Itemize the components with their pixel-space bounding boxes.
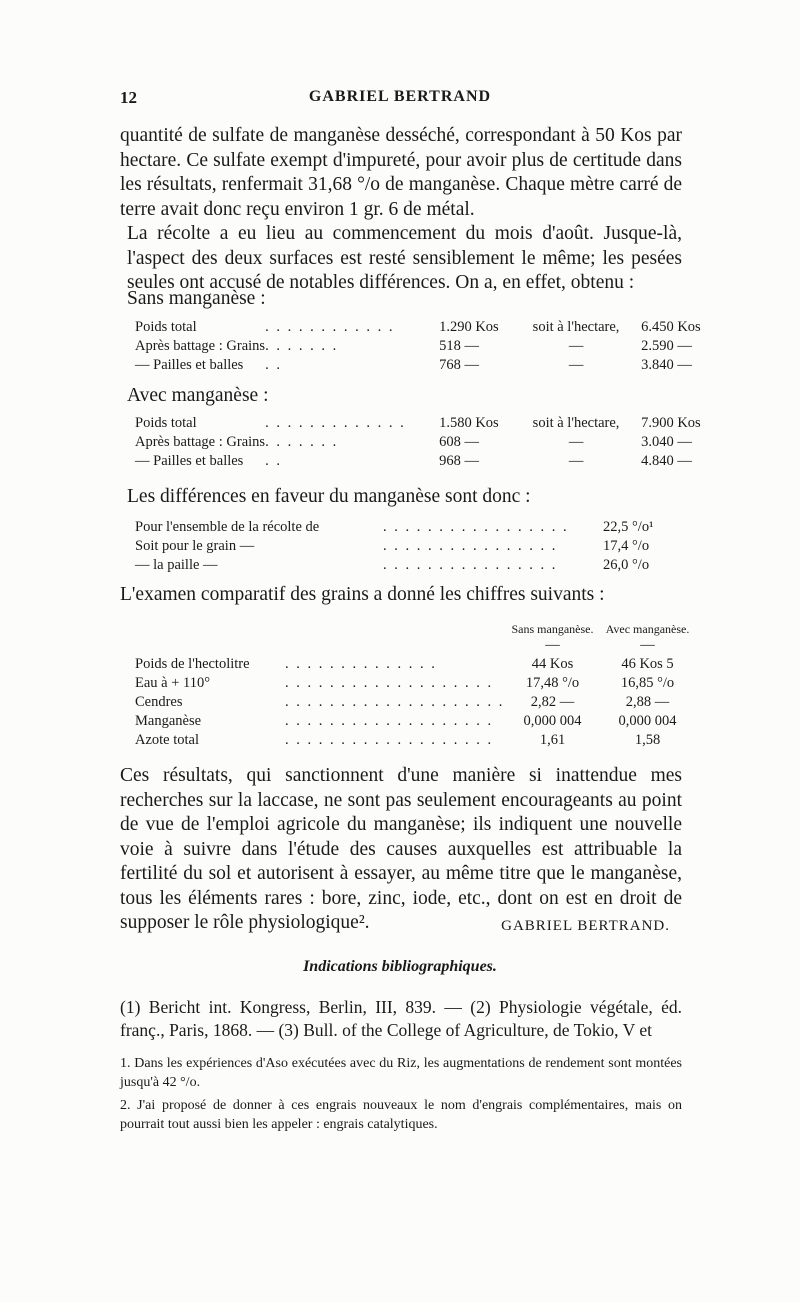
sans-heading: Sans manganèse : bbox=[127, 288, 266, 309]
row-middle: soit à l'hectare, bbox=[532, 415, 620, 431]
table-row bbox=[135, 655, 695, 674]
row-value: 768 — bbox=[439, 357, 479, 373]
page-header bbox=[120, 88, 680, 114]
row-dots: . . bbox=[265, 357, 282, 373]
row-dots: . . . . . . . . . . . . . . . . bbox=[383, 557, 558, 573]
row-value: 968 — bbox=[439, 453, 479, 469]
table-row bbox=[135, 556, 673, 575]
row-label: — Pailles et balles bbox=[135, 453, 244, 469]
row-dots: . . . . . . . . . . . . . bbox=[265, 415, 406, 431]
row-label: Azote total bbox=[135, 732, 200, 748]
row-middle: — bbox=[568, 357, 584, 373]
row-middle: soit à l'hectare, bbox=[532, 319, 620, 335]
page-number: 12 bbox=[120, 88, 137, 107]
row-dots: . . . . . . . . . . . . . . . . . . . bbox=[285, 675, 494, 691]
grains-table: Sans manganèse. Avec manganèse. — — Poids de l'hectolitre . . . . . . . . . . . . . . 44 Kos 46 Kos 5 Eau à + 110° . . . . . . . . . . . . . . . . . . . 17,48 °/o 16,85 °/o Cendres . . . . . . . . . . . . . . . . . . . . 2,82 — 2,88 — Manganèse . . . . . . . . . . . . . . . . . . . 0,000 004 0,000 004 Azote total . . . . . . . . . . . . . . . . . . . 1,61 1,58 bbox=[135, 622, 695, 750]
table-row bbox=[135, 356, 711, 375]
table-row bbox=[135, 452, 711, 471]
row-sans-value: 0,000 004 bbox=[523, 713, 582, 729]
table-row bbox=[135, 537, 673, 556]
column-header-sans: Sans manganèse. bbox=[511, 622, 594, 636]
footnotes bbox=[120, 1054, 682, 1134]
row-per-hectare: 4.840 — bbox=[641, 453, 692, 469]
row-middle: — bbox=[568, 453, 584, 469]
row-dots: . . . . . . . . . . . . . . . . . bbox=[383, 519, 569, 535]
table-header-row bbox=[135, 622, 695, 636]
table-row bbox=[135, 318, 711, 337]
table-row bbox=[135, 693, 695, 712]
row-value: 1.580 Kos bbox=[439, 415, 499, 431]
row-dots: . . . . . . . bbox=[265, 434, 339, 450]
row-label: Eau à + 110° bbox=[135, 675, 211, 691]
row-dots: . . . . . . . bbox=[265, 338, 339, 354]
row-label: Cendres bbox=[135, 694, 183, 710]
row-value: 17,4 °/o bbox=[603, 538, 650, 554]
table-row bbox=[135, 712, 695, 731]
row-sans-value: 2,82 — bbox=[530, 694, 575, 710]
row-label: Après battage : Grains bbox=[135, 338, 266, 354]
intro-paragraph-2: La récolte a eu lieu au commencement du mois d'août. Jusque-là, l'aspect des deux surfaces est resté sensiblement le même; les pesées seules ont accusé de notables différences. On a, en effet, obtenu : bbox=[127, 223, 682, 293]
row-dots: . . . . . . . . . . . . . . . . bbox=[383, 538, 558, 554]
avec-heading: Avec manganèse : bbox=[127, 385, 269, 406]
bibliography-entries: (1) Bericht int. Kongress, Berlin, III, 839. — (2) Physiologie végétale, éd. franç., Paris, 1868. — (3) Bull. of the College of Agriculture, de Tokio, V et bbox=[120, 997, 682, 1040]
footnote-1: 1. Dans les expériences d'Aso exécutées avec du Riz, les augmentations de rendement sont montées jusqu'à 42 °/o. bbox=[120, 1056, 682, 1090]
row-dots: . . bbox=[265, 453, 282, 469]
row-middle: — bbox=[568, 338, 584, 354]
row-label: — Pailles et balles bbox=[135, 357, 244, 373]
differences-table bbox=[135, 518, 673, 575]
table-row bbox=[135, 433, 711, 452]
row-label: Pour l'ensemble de la récolte de bbox=[135, 519, 320, 535]
row-label: Manganèse bbox=[135, 713, 202, 729]
column-header-avec: Avec manganèse. bbox=[605, 622, 690, 636]
row-avec-value: 46 Kos 5 bbox=[621, 656, 674, 672]
row-sans-value: 17,48 °/o bbox=[525, 675, 580, 691]
row-label: Poids total bbox=[135, 319, 197, 335]
row-sans-value: 44 Kos bbox=[531, 656, 574, 672]
conclusion-text bbox=[120, 764, 682, 936]
row-label: Poids total bbox=[135, 415, 197, 431]
row-avec-value: 0,000 004 bbox=[618, 713, 677, 729]
table-row bbox=[135, 731, 695, 750]
row-dots: . . . . . . . . . . . . . . . . . . . . bbox=[285, 694, 505, 710]
row-value: 26,0 °/o bbox=[603, 557, 650, 573]
footnote-2: 2. J'ai proposé de donner à ces engrais nouveaux le nom d'engrais complémentaires, mais on pourrait tout aussi bien les appeler : engrais catalytiques. bbox=[120, 1098, 682, 1132]
row-dots: . . . . . . . . . . . . . . bbox=[285, 656, 437, 672]
row-label: Soit pour le grain — bbox=[135, 538, 255, 554]
row-label: Après battage : Grains bbox=[135, 434, 266, 450]
row-avec-value: 2,88 — bbox=[625, 694, 670, 710]
conclusion-paragraph: Ces résultats, qui sanctionnent d'une manière si inattendue mes recherches sur la laccase, ne sont pas seulement encourageants au point de vue de l'emploi agricole du manganèse; ils indiquent une nouvelle voie à suivre dans l'étude des causes auxquelles est attribuable la fertilité du sol et autorisent à essayer, au même titre que le manganèse, tous les éléments rares : bore, zinc, iode, etc., dont on est en droit de supposer le rôle physiologique². bbox=[120, 765, 682, 933]
row-value: 518 — bbox=[439, 338, 479, 354]
table-row bbox=[135, 518, 673, 537]
row-per-hectare: 6.450 Kos bbox=[641, 319, 701, 335]
bibliography-text bbox=[120, 996, 682, 1042]
row-dots: . . . . . . . . . . . . bbox=[265, 319, 395, 335]
intro-paragraph-1: quantité de sulfate de manganèse desséché, correspondant à 50 Kos par hectare. Ce sulfate exempt d'impureté, pour avoir plus de certitude dans les résultats, renfermait 31,68 °/o de manganèse. Chaque mètre carré de terre avait donc reçu environ 1 gr. 6 de métal. bbox=[120, 125, 682, 220]
row-per-hectare: 3.840 — bbox=[641, 357, 692, 373]
row-avec-value: 1,58 bbox=[634, 732, 661, 748]
row-per-hectare: 7.900 Kos bbox=[641, 415, 701, 431]
table-row bbox=[135, 337, 711, 356]
bibliography-heading: Indications bibliographiques. bbox=[303, 958, 497, 975]
row-sans-value: 1,61 bbox=[539, 732, 566, 748]
running-head: GABRIEL BERTRAND bbox=[308, 88, 492, 105]
sans-table bbox=[135, 318, 711, 375]
row-per-hectare: 2.590 — bbox=[641, 338, 692, 354]
row-avec-value: 16,85 °/o bbox=[620, 675, 675, 691]
row-value: 22,5 °/o¹ bbox=[603, 519, 654, 535]
row-middle: — bbox=[568, 434, 584, 450]
avec-table bbox=[135, 414, 711, 471]
row-label: Poids de l'hectolitre bbox=[135, 656, 250, 672]
differences-heading: Les différences en faveur du manganèse sont donc : bbox=[127, 486, 531, 507]
row-value: 608 — bbox=[439, 434, 479, 450]
table-row bbox=[135, 674, 695, 693]
row-label: — la paille — bbox=[135, 557, 218, 573]
row-value: 1.290 Kos bbox=[439, 319, 499, 335]
table-row bbox=[135, 414, 711, 433]
grains-heading: L'examen comparatif des grains a donné les chiffres suivants : bbox=[120, 584, 605, 605]
row-dots: . . . . . . . . . . . . . . . . . . . bbox=[285, 713, 494, 729]
row-per-hectare: 3.040 — bbox=[641, 434, 692, 450]
signature: GABRIEL BERTRAND. bbox=[501, 918, 670, 934]
row-dots: . . . . . . . . . . . . . . . . . . . bbox=[285, 732, 494, 748]
intro-text bbox=[120, 124, 682, 296]
